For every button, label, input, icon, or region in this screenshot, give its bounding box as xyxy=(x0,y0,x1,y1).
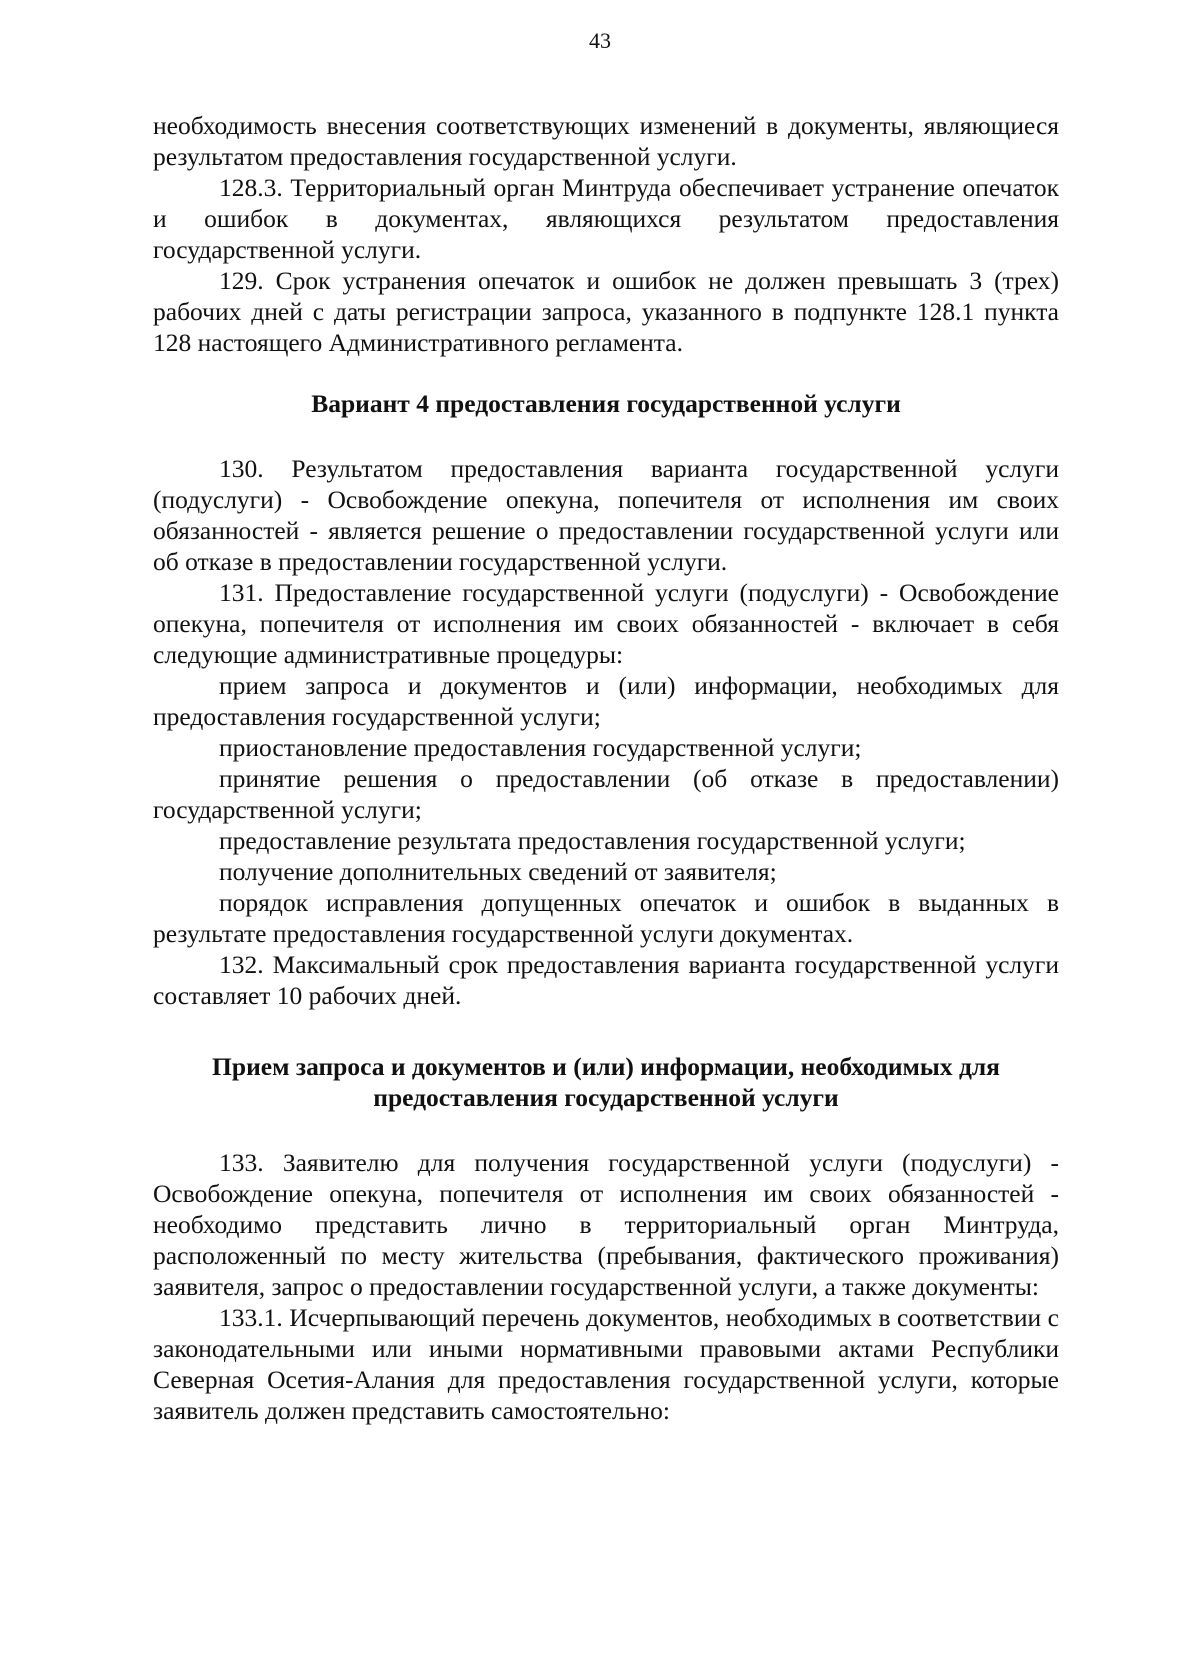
section-heading-reception: Прием запроса и документов и (или) информации, необходимых для предоставления государственной услуги xyxy=(212,1052,1000,1112)
section-heading-variant-4: Вариант 4 предоставления государственной услуги xyxy=(311,389,901,418)
procedure-item: предоставление результата предоставления государственной услуги; xyxy=(219,826,966,855)
paragraph-133-1: 133.1. Исчерпывающий перечень документов, необходимых в соответствии с законодательными или иными нормативными правовыми актами Республики Северная Осетия-Алания для предоставления государственной услуги, которые заявитель должен представить самостоятельно: xyxy=(153,1303,1059,1425)
paragraph-133: 133. Заявителю для получения государственной услуги (подуслуги) - Освобождение опекуна, попечителя от исполнения им своих обязанностей - необходимо представить лично в территориальный орган Минтруда, расположенный по месту жительства (пребывания, фактического проживания) заявителя, запрос о предоставлении государственной услуги, а также документы: xyxy=(153,1148,1059,1301)
paragraph-continuation: необходимость внесения соответствующих изменений в документы, являющиеся результатом предоставления государственной услуги. xyxy=(153,111,1059,171)
paragraph-131: 131. Предоставление государственной услуги (подуслуги) - Освобождение опекуна, попечителя от исполнения им своих обязанностей - включает в себя следующие административные процедуры: xyxy=(153,578,1059,669)
procedure-item: порядок исправления допущенных опечаток и ошибок в выданных в результате предоставления государственной услуги документах. xyxy=(153,888,1059,948)
document-body xyxy=(153,110,1059,1426)
paragraph-132: 132. Максимальный срок предоставления варианта государственной услуги составляет 10 рабочих дней. xyxy=(153,950,1059,1010)
procedure-item: принятие решения о предоставлении (об отказе в предоставлении) государственной услуги; xyxy=(153,764,1059,824)
paragraph-128-3: 128.3. Территориальный орган Минтруда обеспечивает устранение опечаток и ошибок в документах, являющихся результатом предоставления государственной услуги. xyxy=(153,173,1059,264)
paragraph-130: 130. Результатом предоставления варианта государственной услуги (подуслуги) - Освобождение опекуна, попечителя от исполнения им своих обязанностей - является решение о предоставлении государственной услуги или об отказе в предоставлении государственной услуги. xyxy=(153,454,1059,576)
page-number: 43 xyxy=(589,28,611,53)
procedure-item: получение дополнительных сведений от заявителя; xyxy=(219,857,777,886)
procedure-item: приостановление предоставления государственной услуги; xyxy=(219,733,862,762)
procedure-item: прием запроса и документов и (или) информации, необходимых для предоставления государственной услуги; xyxy=(153,671,1059,731)
paragraph-129: 129. Срок устранения опечаток и ошибок не должен превышать 3 (трех) рабочих дней с даты регистрации запроса, указанного в подпункте 128.1 пункта 128 настоящего Административного регламента. xyxy=(153,266,1059,357)
